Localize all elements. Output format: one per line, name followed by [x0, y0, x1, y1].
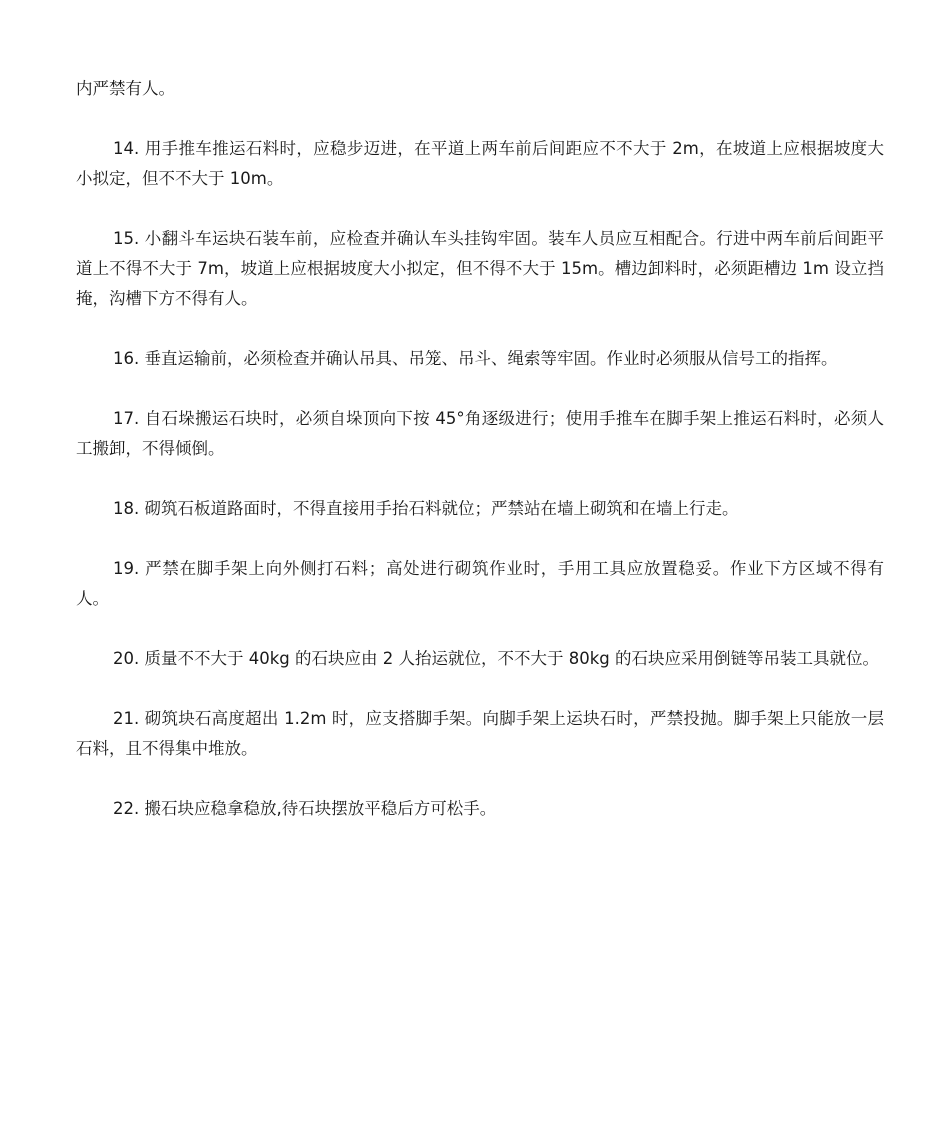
paragraph-item-17: 17. 自石垛搬运石块时，必须自垛顶向下按 45°角逐级进行；使用手推车在脚手架上推运石料时，必须人工搬卸，不得倾倒。: [76, 409, 884, 458]
paragraph-item-14: 14. 用手推车推运石料时，应稳步迈进，在平道上两车前后间距应不不大于 2m，在坡道上应根据坡度大小拟定，但不不大于 10m。: [76, 139, 884, 188]
paragraph-item-18: 18. 砌筑石板道路面时，不得直接用手抬石料就位；严禁站在墙上砌筑和在墙上行走。: [113, 499, 739, 518]
paragraph-item-21: 21. 砌筑块石高度超出 1.2m 时，应支搭脚手架。向脚手架上运块石时，严禁投抛。脚手架上只能放一层石料，且不得集中堆放。: [76, 709, 884, 758]
paragraph-item-19: 19. 严禁在脚手架上向外侧打石料；高处进行砌筑作业时，手用工具应放置稳妥。作业下方区域不得有人。: [76, 559, 884, 608]
paragraph-item-15: 15. 小翻斗车运块石装车前，应检查并确认车头挂钩牢固。装车人员应互相配合。行进中两车前后间距平道上不得不大于 7m，坡道上应根据坡度大小拟定，但不得不大于 15m。槽边卸料时，必须距槽边 1m 设立挡掩，沟槽下方不得有人。: [76, 229, 884, 308]
paragraph-item-22: 22. 搬石块应稳拿稳放,待石块摆放平稳后方可松手。: [113, 799, 497, 818]
document-body: [76, 74, 884, 854]
paragraph-item-16: 16. 垂直运输前，必须检查并确认吊具、吊笼、吊斗、绳索等牢固。作业时必须服从信号工的指挥。: [113, 349, 838, 368]
paragraph-item-20: 20. 质量不不大于 40kg 的石块应由 2 人抬运就位，不不大于 80kg 的石块应采用倒链等吊装工具就位。: [113, 649, 880, 668]
paragraph-continuation: 内严禁有人。: [76, 79, 175, 98]
